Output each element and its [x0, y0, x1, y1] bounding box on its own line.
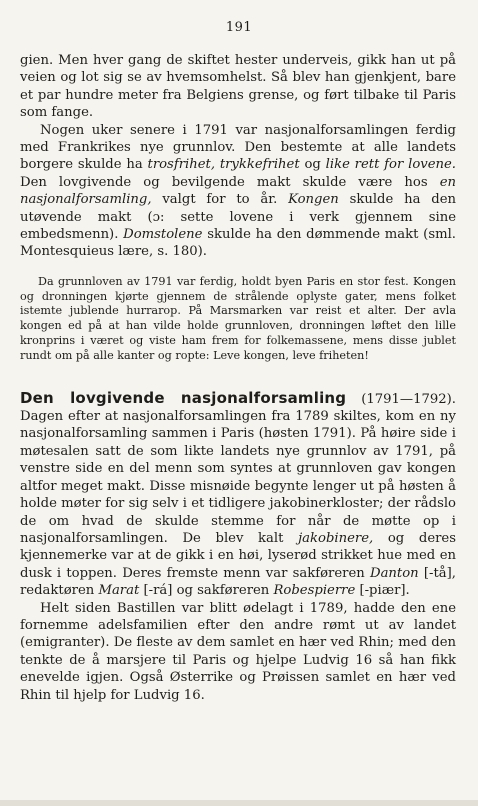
- small-print-festival: [20, 275, 456, 364]
- emphasis-equal-rights: like rett for lovene.: [325, 157, 456, 173]
- emphasis-national-assembly: en nasjonalforsamling,: [20, 174, 456, 208]
- text-run: valgt for to år.: [151, 192, 289, 208]
- text-run: (1791—1792). Dagen efter at nasjonalforsamlingen fra 1789 skiltes, kom en ny nasjonalforsamling sammen i Paris (høsten 1791). På høire side i møtesalen satt de som likte landets nye grunnlov av 1791, på venstre side en del menn som syntes at grunnloven gav kongen altfor meget makt. Disse misnøide begynte lenger ut på høsten å holde møter for sig selv i et tidligere jakobinerkloster; der rådslo de om hvad de skulde stemme for når de møtte op i nasjonalforsamlingen. De blev kalt: [20, 391, 456, 546]
- emphasis-danton: Danton: [370, 565, 419, 581]
- text-run: [-piær].: [355, 583, 410, 599]
- text-run: skulde ha den dømmende makt (sml. Montesquieus lære, s. 180).: [20, 227, 457, 260]
- paragraph-emigrants: Helt siden Bastillen var blitt ødelagt i 1789, hadde den ene fornemme adelsfamilien efter den andre rømt ut av landet (emigranter). De fleste av dem samlet en hær ved Rhin; med den tenkte de å marsjere til Paris og hjelpe Ludvig 16 så han fikk enevelde igjen. Også Østerrike og Prøissen samlet en hær ved Rhin til hjelp for Ludvig 16.: [20, 600, 456, 703]
- emphasis-jacobins: jakobinere,: [298, 530, 374, 546]
- page-edge: [0, 800, 478, 806]
- text-run: Nogen uker senere i 1791 var nasjonalforsamlingen ferdig med Frankrikes nye grunnlov. Den bestemte at alle landets borgere skulde ha: [20, 122, 456, 173]
- text-run: Leve kongen, leve friheten!: [213, 348, 369, 362]
- emphasis-freedoms: trosfrihet, trykkefrihet: [147, 157, 300, 173]
- text-run: og: [299, 157, 326, 173]
- emphasis-robespierre: Robespierre: [273, 583, 356, 599]
- text-run: skulde ha den utøvende makt (ɔ: sette lovene i verk gjennem sine embedsmenn).: [20, 192, 456, 243]
- text-run: [-rá] og sakføreren: [139, 583, 274, 599]
- paragraph-continuation: gien. Men hver gang de skiftet hester underveis, gikk han ut på veien og lot sig se av hvemsomhelst. Så blev han gjenkjent, bare et par hundre meter fra Belgiens grense, og ført tilbake til Paris som fange.: [20, 53, 456, 121]
- emphasis-king: Kongen: [288, 192, 339, 208]
- paragraph-legislative-assembly: [20, 390, 456, 600]
- section-legislative-assembly: [20, 390, 456, 704]
- page-number: 191: [225, 20, 253, 35]
- emphasis-marat: Marat: [98, 583, 140, 599]
- text-run: [-tå], redaktøren: [20, 565, 456, 599]
- text-run: Den lovgivende og bevilgende makt skulde være hos: [20, 174, 440, 190]
- paragraph-constitution: [20, 122, 456, 261]
- emphasis-courts: Domstolene: [123, 227, 203, 243]
- section-heading: Den lovgivende nasjonalforsamling: [20, 388, 347, 407]
- page-body: [20, 52, 456, 704]
- small-paragraph: [20, 275, 456, 364]
- text-run: Da grunnloven av 1791 var ferdig, holdt byen Paris en stor fest. Kongen og dronningen kjørte gjennem de strålende oplyste gater, mens folket istemte jublende hurrarop. På Marsmarken var reist et alter. Der avla kongen ed på at han vilde holde grunnloven, dronningen løftet den lille kronprins i været og viste ham frem for folkemassene, mens disse jublet rundt om på alle kanter og ropte:: [20, 274, 456, 362]
- text-run: og deres kjennemerke var at de gikk i en høi, lyserød strikket hue med en dusk i toppen. Deres fremste menn var sakføreren: [20, 530, 457, 581]
